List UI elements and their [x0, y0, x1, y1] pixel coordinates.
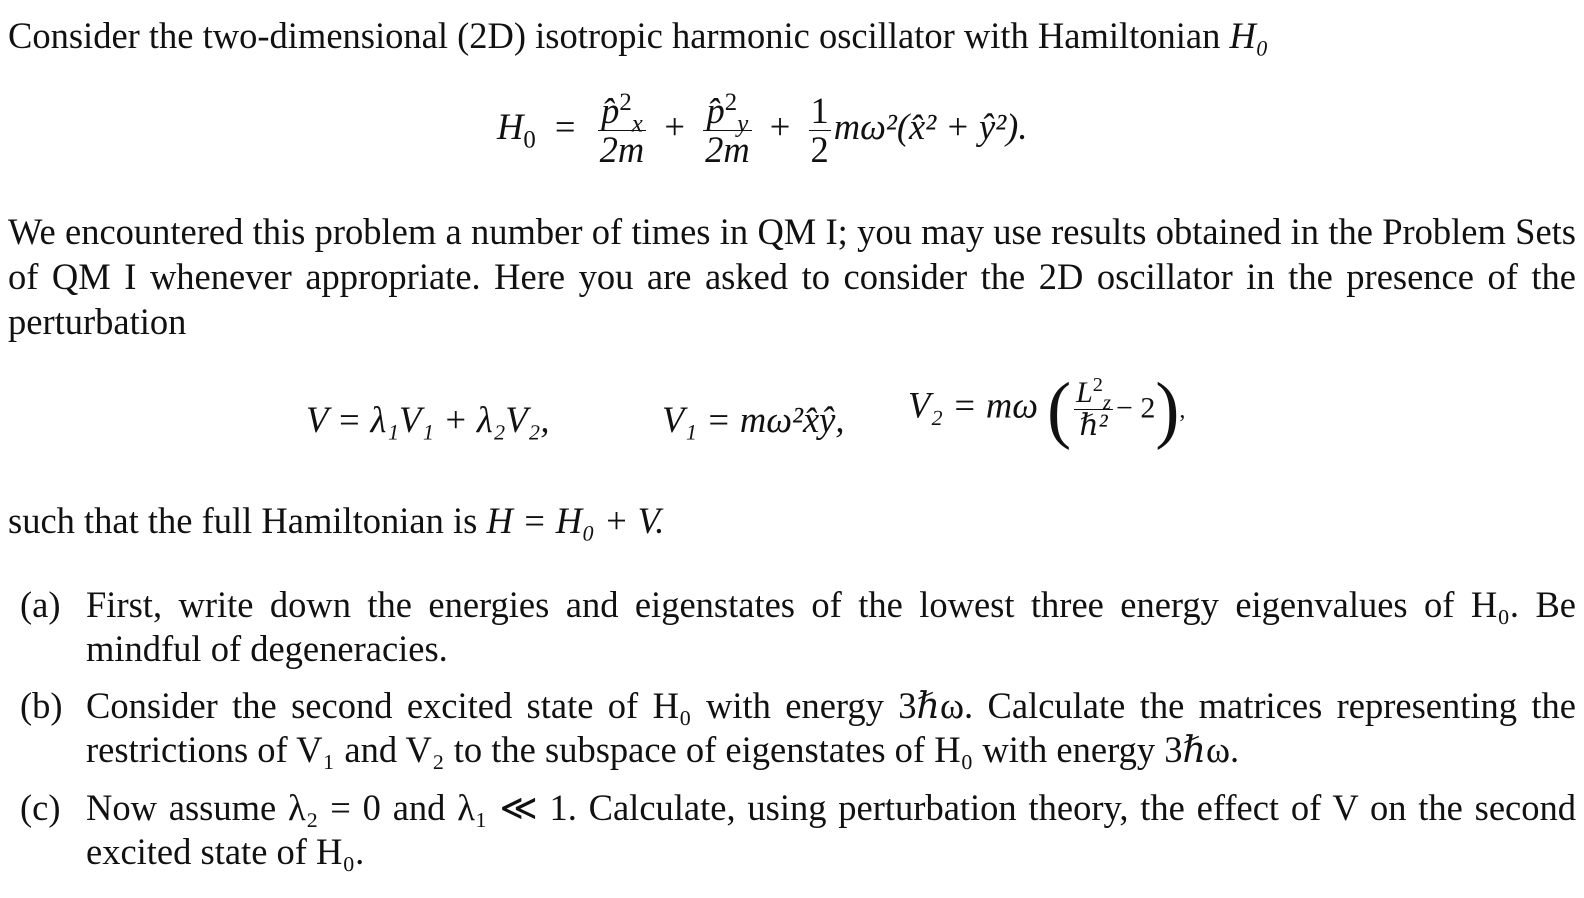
eq1-py-sub: y	[737, 110, 749, 138]
eq1-plus-1: +	[664, 106, 685, 148]
eq1-lhs: H	[497, 106, 524, 148]
question-b	[20, 684, 1576, 772]
eq1-half-den: 2	[810, 129, 829, 171]
question-a	[20, 583, 1576, 671]
eq1-py-sup: 2	[724, 88, 738, 116]
eq1-px-den: 2m	[599, 129, 645, 171]
eq2-hbar-den: ℏ²	[1079, 408, 1108, 442]
eq2-v2-lhs: V₂ = mω	[908, 384, 1038, 426]
full-hamiltonian-math: H = H₀ + V.	[486, 500, 665, 541]
question-a-label: (a)	[20, 584, 61, 625]
perturbation-v-def	[306, 398, 550, 441]
full-hamiltonian-paragraph	[8, 498, 1576, 543]
eq1-eqsign: =	[554, 106, 576, 148]
eq1-tail: mω²(x̂² + ŷ²).	[833, 106, 1028, 148]
eq2-lz-num: L	[1076, 376, 1093, 409]
question-b-text: Consider the second excited state of H₀ with energy 3ℏω. Calculate the matrices representing the restrictions of V₁ and V₂ to the subspace of eigenstates of H₀ with energy 3ℏω.	[86, 685, 1576, 770]
eq2-lz-frac	[1074, 374, 1113, 442]
question-c	[20, 786, 1576, 874]
perturbation-v2-def	[908, 367, 1186, 451]
eq1-px-num: p̂	[601, 90, 620, 131]
eq2-lz-sub: z	[1103, 392, 1111, 414]
eq2-v1-def: V₁ = mω²x̂ŷ,	[662, 399, 845, 440]
question-b-label: (b)	[20, 685, 63, 726]
eq2-minus-two: − 2	[1115, 391, 1156, 425]
eq1-px-sup: 2	[619, 88, 632, 116]
question-c-text: Now assume λ₂ = 0 and λ₁ ≪ 1. Calculate, using perturbation theory, the effect of V on the second excited state of H₀.	[86, 787, 1576, 872]
eq2-comma: ,	[1179, 397, 1186, 424]
eq1-half-num: 1	[810, 90, 829, 131]
eq1-frac-px	[598, 88, 647, 171]
perturbation-v1-def	[662, 398, 844, 441]
eq2-v-def: V = λ₁V₁ + λ₂V₂,	[306, 399, 550, 440]
context-paragraph	[8, 209, 1576, 344]
eq2-lz-sup: 2	[1092, 374, 1103, 396]
context-text: We encountered this problem a number of times in QM I; you may use results obtained in the Problem Sets of QM I whenever appropriate. Here you are asked to consider the 2D oscillator in the presence of the perturbation	[8, 211, 1576, 342]
eq1-lhs-sub: 0	[523, 126, 536, 154]
eq1-plus-2: +	[769, 106, 791, 148]
full-hamiltonian-text: such that the full Hamiltonian is	[8, 500, 478, 541]
intro-text: Consider the two-dimensional (2D) isotropic harmonic oscillator with Hamiltonian	[8, 15, 1221, 56]
eq2-right-paren: )	[1155, 367, 1180, 451]
eq1-px-sub: x	[631, 110, 643, 138]
intro-paragraph	[8, 13, 1576, 58]
intro-math-h0: H₀	[1229, 15, 1269, 56]
eq1-frac-half	[809, 92, 831, 170]
eq1-py-den: 2m	[705, 129, 750, 171]
eq1-py-num: p̂	[706, 90, 725, 131]
question-a-text: First, write down the energies and eigenstates of the lowest three energy eigenvalues of H₀. Be mindful of degeneracies.	[86, 584, 1576, 669]
hamiltonian-equation	[497, 88, 1028, 171]
question-c-label: (c)	[20, 787, 61, 828]
eq1-frac-py	[703, 88, 752, 171]
eq2-left-paren: (	[1047, 367, 1072, 451]
